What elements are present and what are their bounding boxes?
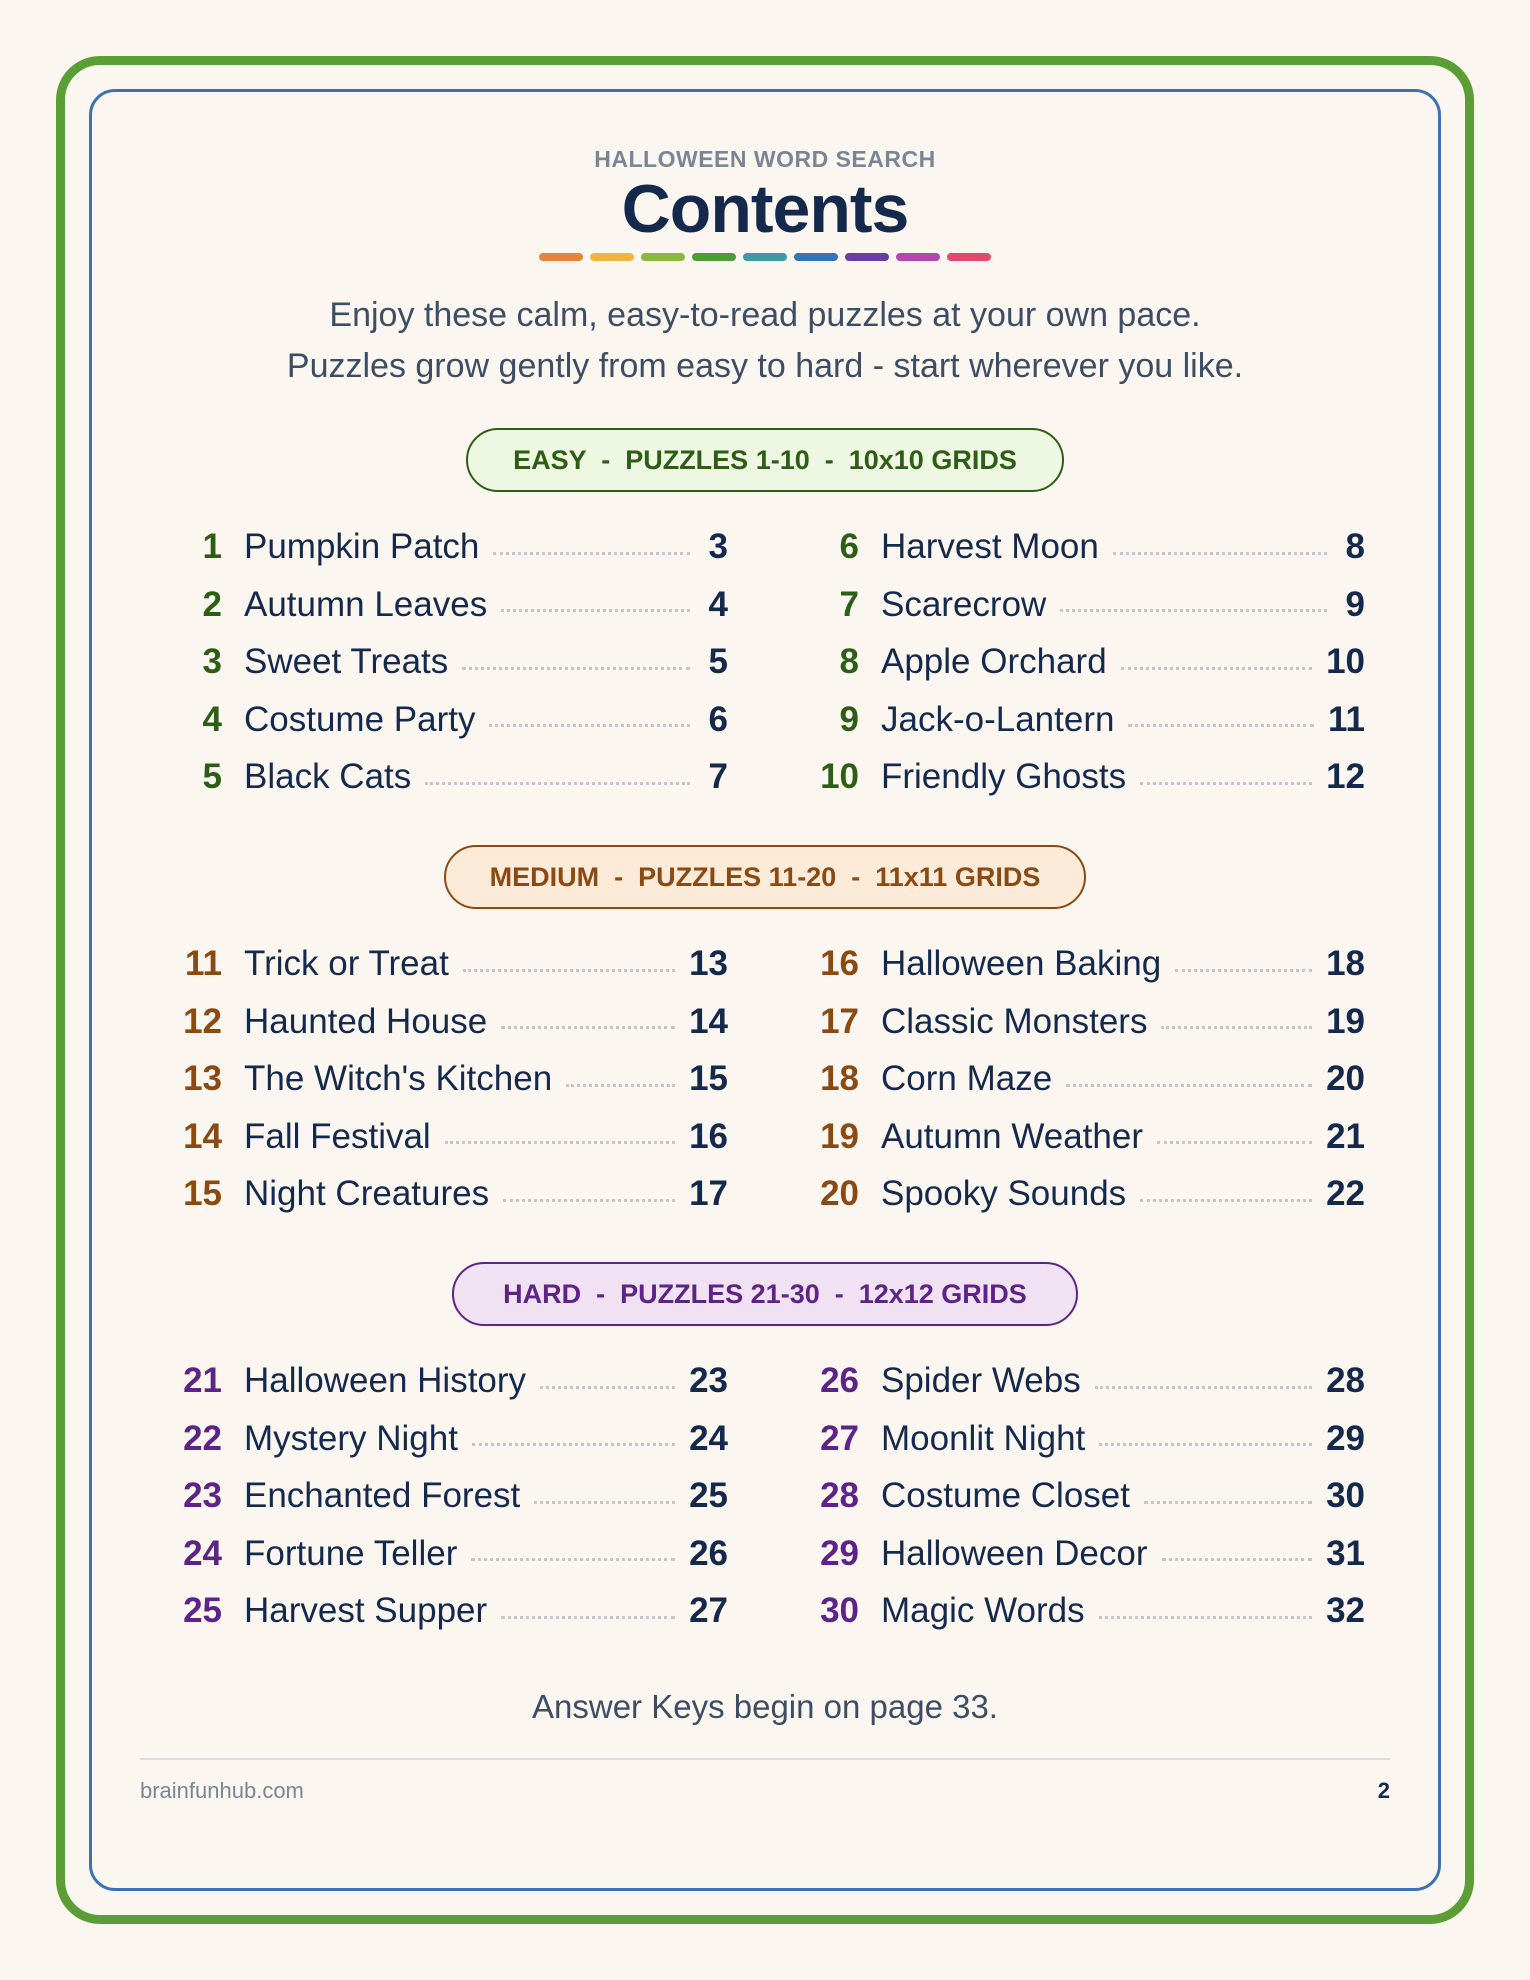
puzzle-number: 17: [820, 1001, 859, 1041]
page-ref: 30: [1326, 1476, 1365, 1515]
page-ref: 27: [689, 1591, 728, 1630]
puzzle-number: 25: [183, 1591, 222, 1630]
contents-entry[interactable]: [815, 1054, 1365, 1104]
eyebrow-label: HALLOWEEN WORD SEARCH: [594, 146, 936, 172]
page-ref: 18: [1326, 944, 1365, 983]
dot-leader: [1175, 969, 1312, 972]
color-stripe: [794, 253, 838, 261]
contents-entry[interactable]: [178, 522, 728, 572]
color-stripe: [692, 253, 736, 261]
color-stripe: [539, 253, 583, 261]
dot-leader: [1144, 1501, 1312, 1504]
dot-leader: [1113, 552, 1327, 555]
dot-leader: [1161, 1026, 1312, 1029]
page-ref: 9: [1345, 584, 1365, 624]
puzzle-title: Costume Closet: [881, 1476, 1130, 1515]
puzzle-number: 13: [183, 1059, 222, 1098]
page-ref: 14: [689, 1001, 728, 1041]
page-ref: 17: [689, 1174, 728, 1213]
dot-leader: [1095, 1386, 1312, 1389]
dot-leader: [463, 969, 675, 972]
dot-leader: [503, 1199, 675, 1202]
puzzle-title: Spooky Sounds: [881, 1174, 1127, 1213]
contents-entry[interactable]: [815, 939, 1365, 989]
puzzle-title: Costume Party: [244, 699, 476, 739]
page-ref: 7: [708, 757, 728, 796]
page-ref: 3: [708, 527, 728, 566]
dot-leader: [1099, 1443, 1312, 1446]
puzzle-title: Sweet Treats: [244, 642, 449, 681]
section-pill: HARD - PUZZLES 21-30 - 12x12 GRIDS: [452, 1262, 1078, 1326]
dot-leader: [1121, 667, 1312, 670]
dot-leader: [1162, 1558, 1313, 1561]
puzzle-number: 23: [183, 1476, 222, 1515]
dot-leader: [493, 552, 690, 555]
puzzle-title: Haunted House: [244, 1001, 488, 1041]
puzzle-title: Halloween History: [244, 1361, 527, 1400]
section-pill: MEDIUM - PUZZLES 11-20 - 11x11 GRIDS: [444, 845, 1086, 909]
page-ref: 28: [1326, 1361, 1365, 1400]
page-ref: 24: [689, 1418, 728, 1458]
puzzle-number: 5: [202, 757, 222, 796]
contents-entry[interactable]: [178, 1356, 728, 1406]
page-number: 2: [1377, 1778, 1390, 1803]
color-stripe: [845, 253, 889, 261]
puzzle-number: 30: [820, 1591, 859, 1630]
page-ref: 25: [689, 1476, 728, 1515]
page-ref: 31: [1326, 1533, 1365, 1573]
puzzle-title: Scarecrow: [881, 584, 1047, 624]
contents-entry[interactable]: [178, 695, 728, 745]
page-ref: 11: [1328, 699, 1365, 739]
puzzle-title: Autumn Weather: [881, 1116, 1143, 1156]
puzzle-title: Mystery Night: [244, 1418, 458, 1458]
contents-entry[interactable]: [178, 1586, 728, 1636]
section-pill: EASY - PUZZLES 1-10 - 10x10 GRIDS: [466, 428, 1064, 492]
puzzle-number: 24: [183, 1533, 222, 1573]
contents-entry[interactable]: [815, 1586, 1365, 1636]
dot-leader: [1140, 782, 1312, 785]
color-stripe: [947, 253, 991, 261]
page-ref: 23: [689, 1361, 728, 1400]
dot-leader: [501, 1026, 675, 1029]
contents-entry[interactable]: [815, 752, 1365, 802]
contents-entry[interactable]: [178, 1471, 728, 1521]
puzzle-title: Harvest Moon: [881, 527, 1099, 566]
contents-entry[interactable]: [178, 1169, 728, 1219]
intro-line-1: Enjoy these calm, easy-to-read puzzles at your own pace.: [329, 296, 1201, 334]
puzzle-title: Halloween Baking: [881, 944, 1162, 983]
puzzle-title: Fall Festival: [244, 1116, 431, 1156]
puzzle-number: 6: [839, 527, 859, 566]
page-ref: 13: [689, 944, 728, 983]
contents-entry[interactable]: [178, 752, 728, 802]
contents-entry[interactable]: [815, 580, 1365, 630]
color-stripe: [743, 253, 787, 261]
intro-text: [0, 290, 1530, 392]
puzzle-title: Halloween Decor: [881, 1533, 1148, 1573]
contents-entry[interactable]: [815, 1414, 1365, 1464]
dot-leader: [1140, 1199, 1312, 1202]
contents-entry[interactable]: [815, 997, 1365, 1047]
puzzle-number: 22: [183, 1418, 222, 1458]
puzzle-title: Spider Webs: [881, 1361, 1081, 1400]
page-ref: 32: [1326, 1591, 1365, 1630]
color-stripe: [896, 253, 940, 261]
puzzle-title: Corn Maze: [881, 1059, 1053, 1098]
dot-leader: [445, 1141, 675, 1144]
page-ref: 21: [1326, 1116, 1365, 1156]
page-ref: 20: [1326, 1059, 1365, 1098]
puzzle-number: 20: [820, 1174, 859, 1213]
puzzle-number: 1: [202, 527, 222, 566]
puzzle-title: Harvest Supper: [244, 1591, 488, 1630]
contents-entry[interactable]: [815, 1169, 1365, 1219]
puzzle-number: 9: [839, 699, 859, 739]
puzzle-title: Trick or Treat: [244, 944, 449, 983]
page-ref: 4: [708, 584, 728, 624]
dot-leader: [1060, 609, 1327, 612]
contents-entry[interactable]: [178, 997, 728, 1047]
contents-entry[interactable]: [815, 522, 1365, 572]
page-ref: 19: [1326, 1001, 1365, 1041]
puzzle-number: 29: [820, 1533, 859, 1573]
dot-leader: [1128, 724, 1314, 727]
puzzle-title: Jack-o-Lantern: [881, 699, 1115, 739]
answer-keys-note: Answer Keys begin on page 33.: [532, 1688, 998, 1725]
puzzle-number: 10: [820, 757, 859, 796]
contents-entry[interactable]: [815, 1112, 1365, 1162]
intro-line-2: Puzzles grow gently from easy to hard - start wherever you like.: [286, 347, 1244, 385]
puzzle-title: Enchanted Forest: [244, 1476, 521, 1515]
contents-entry[interactable]: [178, 1112, 728, 1162]
page-ref: 26: [689, 1533, 728, 1573]
puzzle-number: 4: [202, 699, 222, 739]
puzzle-title: Magic Words: [881, 1591, 1085, 1630]
site-url: brainfunhub.com: [140, 1778, 304, 1803]
contents-entry[interactable]: [178, 939, 728, 989]
puzzle-number: 19: [820, 1116, 859, 1156]
puzzle-title: Friendly Ghosts: [881, 757, 1127, 796]
page-ref: 10: [1326, 642, 1365, 681]
puzzle-number: 3: [202, 642, 222, 681]
contents-entry[interactable]: [815, 1471, 1365, 1521]
contents-entry[interactable]: [178, 1054, 728, 1104]
dot-leader: [534, 1501, 675, 1504]
puzzle-number: 18: [820, 1059, 859, 1098]
dot-leader: [489, 724, 690, 727]
puzzle-number: 28: [820, 1476, 859, 1515]
puzzle-number: 12: [183, 1001, 222, 1041]
page-ref: 12: [1326, 757, 1365, 796]
color-stripe-divider: [0, 253, 1530, 261]
contents-entry[interactable]: [178, 637, 728, 687]
puzzle-title: Classic Monsters: [881, 1001, 1148, 1041]
puzzle-title: The Witch's Kitchen: [244, 1059, 553, 1098]
dot-leader: [472, 1443, 675, 1446]
puzzle-title: Autumn Leaves: [244, 584, 488, 624]
contents-entry[interactable]: [815, 695, 1365, 745]
page-ref: 15: [689, 1059, 728, 1098]
footer-divider: [140, 1758, 1390, 1760]
dot-leader: [1099, 1616, 1312, 1619]
puzzle-title: Moonlit Night: [881, 1418, 1086, 1458]
page-ref: 5: [708, 642, 728, 681]
dot-leader: [425, 782, 690, 785]
puzzle-title: Pumpkin Patch: [244, 527, 480, 566]
dot-leader: [540, 1386, 675, 1389]
page-title: Contents: [621, 171, 909, 247]
dot-leader: [501, 609, 690, 612]
puzzle-number: 26: [820, 1361, 859, 1400]
contents-entry[interactable]: [178, 1414, 728, 1464]
dot-leader: [1157, 1141, 1312, 1144]
page-ref: 16: [689, 1116, 728, 1156]
page-ref: 6: [708, 699, 728, 739]
contents-entry[interactable]: [815, 637, 1365, 687]
color-stripe: [641, 253, 685, 261]
puzzle-title: Fortune Teller: [244, 1533, 458, 1573]
contents-entry[interactable]: [815, 1529, 1365, 1579]
dot-leader: [462, 667, 690, 670]
puzzle-number: 16: [820, 944, 859, 983]
dot-leader: [566, 1084, 675, 1087]
dot-leader: [501, 1616, 675, 1619]
contents-entry[interactable]: [815, 1356, 1365, 1406]
page-ref: 8: [1345, 527, 1365, 566]
puzzle-number: 2: [202, 584, 222, 624]
puzzle-number: 11: [185, 944, 222, 983]
puzzle-title: Black Cats: [244, 757, 412, 796]
page-ref: 22: [1326, 1174, 1365, 1213]
color-stripe: [590, 253, 634, 261]
puzzle-number: 14: [183, 1116, 222, 1156]
header: [0, 146, 1530, 261]
page-ref: 29: [1326, 1418, 1365, 1458]
puzzle-title: Apple Orchard: [881, 642, 1107, 681]
puzzle-number: 7: [839, 584, 859, 624]
dot-leader: [471, 1558, 675, 1561]
puzzle-number: 15: [183, 1174, 222, 1213]
contents-entry[interactable]: [178, 1529, 728, 1579]
contents-entry[interactable]: [178, 580, 728, 630]
puzzle-title: Night Creatures: [244, 1174, 490, 1213]
puzzle-number: 8: [839, 642, 859, 681]
dot-leader: [1066, 1084, 1312, 1087]
puzzle-number: 21: [183, 1361, 222, 1400]
puzzle-number: 27: [820, 1418, 859, 1458]
